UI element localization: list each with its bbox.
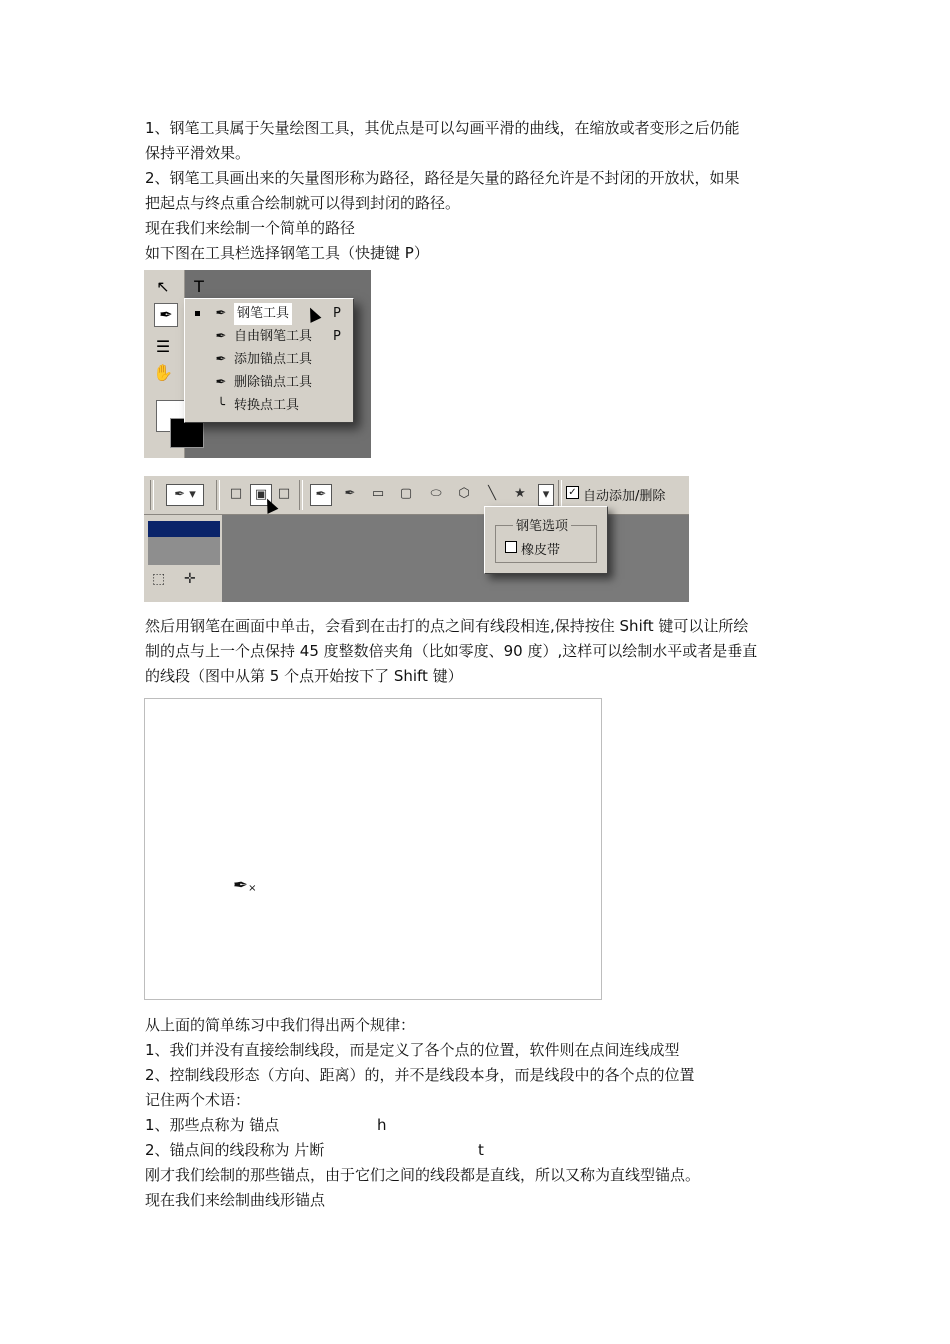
term-2-suffix: t [478, 1141, 484, 1159]
rule-1: 1、我们并没有直接绘制线段，而是定义了各个点的位置，软件则在点间连线成型 [145, 1041, 680, 1059]
figure-drawing-canvas[interactable] [144, 698, 602, 1000]
figure-options-bar [144, 476, 689, 602]
geometry-options-dropdown-icon[interactable]: ▾ [538, 484, 554, 506]
rule-2: 2、控制线段形态（方向、距离）的，并不是线段本身，而是线段中的各个点的位置 [145, 1066, 695, 1084]
notes-tool-icon[interactable]: ☰ [155, 337, 171, 356]
pen-cursor-icon: ✒× [233, 875, 257, 896]
rounded-rectangle-tool-icon[interactable]: ▢ [399, 486, 413, 501]
para-6: 刚才我们绘制的那些锚点，由于它们之间的线段都是直线，所以又称为直线型锚点。 [145, 1166, 701, 1184]
move-tool-icon[interactable]: ✛ [184, 571, 196, 587]
line-tool-icon[interactable]: ╲ [488, 486, 496, 501]
convert-point-icon: ╰ [217, 398, 225, 413]
para-5-line-2: 制的点与上一个点保持 45 度整数倍夹角（比如零度、90 度）,这样可以绘制水平或者是垂直 [145, 642, 758, 660]
hand-tool-icon[interactable]: ✋ [153, 363, 173, 382]
bar-separator [216, 480, 220, 510]
marquee-tool-icon[interactable]: ⬚ [152, 571, 166, 587]
pen-tool-icon[interactable]: ✒ [154, 303, 178, 327]
menu-item-delete-anchor-tool[interactable] [185, 372, 353, 394]
para-4: 如下图在工具栏选择钢笔工具（快捷键 P） [145, 244, 429, 262]
bar-separator [150, 480, 154, 510]
delete-anchor-icon: ✒ [215, 375, 227, 390]
shape-layers-icon[interactable]: □ [229, 486, 243, 501]
toolbox-strip [144, 270, 204, 458]
add-anchor-icon: ✒ [215, 352, 227, 367]
para-1-line-1: 1、钢笔工具属于矢量绘图工具，其优点是可以勾画平滑的曲线，在缩放或者变形之后仍能 [145, 119, 740, 137]
type-tool-icon[interactable]: T [194, 277, 204, 296]
terms-heading: 记住两个术语： [145, 1091, 251, 1109]
menu-item-label: 钢笔工具 [234, 303, 292, 325]
para-3: 现在我们来绘制一个简单的路径 [145, 219, 356, 237]
navigator-thumbnail [148, 537, 220, 565]
figure-pen-tool-menu [144, 270, 371, 458]
navigator-title-bar [148, 521, 220, 537]
rectangle-tool-icon[interactable]: ▭ [371, 486, 385, 501]
term-1 [145, 1113, 387, 1138]
polygon-tool-icon[interactable]: ⬡ [458, 486, 470, 501]
pen-icon: ✒ [215, 306, 227, 321]
para-1-line-2: 保持平滑效果。 [145, 144, 251, 162]
menu-item-label: 转换点工具 [234, 398, 300, 413]
freeform-pen-mode-icon[interactable]: ✒ [344, 486, 356, 501]
ellipse-tool-icon[interactable]: ⬭ [430, 486, 442, 501]
term-2-text: 2、锚点间的线段称为 片断 [145, 1141, 325, 1159]
para-2-line-1: 2、钢笔工具画出来的矢量图形称为路径，路径是矢量的路径允许是不封闭的开放状，如果 [145, 169, 740, 187]
para-2-line-2: 把起点与终点重合绘制就可以得到封闭的路径。 [145, 194, 461, 212]
tool-preset-pen-icon[interactable]: ✒ ▾ [166, 484, 204, 506]
menu-item-label: 删除锚点工具 [234, 375, 313, 390]
auto-add-delete-checkbox[interactable]: ✓ [566, 486, 579, 499]
pen-options-popup [484, 506, 608, 574]
freeform-pen-icon: ✒ [215, 329, 227, 344]
rubber-band-checkbox[interactable] [505, 541, 517, 553]
pen-tool-flyout-menu [184, 298, 354, 423]
menu-item-pen-tool[interactable] [185, 303, 353, 325]
custom-shape-tool-icon[interactable]: ★ [514, 486, 526, 501]
paths-mode-icon[interactable]: ▣ [250, 484, 272, 506]
bar-separator [299, 480, 303, 510]
menu-item-add-anchor-tool[interactable] [185, 349, 353, 371]
menu-item-convert-point-tool[interactable] [185, 395, 353, 417]
selected-bullet-icon [195, 311, 200, 316]
para-7: 现在我们来绘制曲线形锚点 [145, 1191, 326, 1209]
term-1-text: 1、那些点称为 锚点 [145, 1116, 280, 1134]
menu-item-label: 自由钢笔工具 [234, 329, 313, 344]
fill-pixels-icon[interactable]: □ [277, 486, 291, 501]
pen-mode-icon[interactable]: ✒ [310, 484, 332, 506]
para-5-line-1: 然后用钢笔在画面中单击，会看到在击打的点之间有线段相连,保持按住 Shift 键可以让所绘 [145, 617, 749, 635]
pen-options-title: 钢笔选项 [513, 515, 571, 534]
rules-heading: 从上面的简单练习中我们得出两个规律： [145, 1016, 416, 1034]
navigator-panel [144, 515, 222, 602]
para-5-line-3: 的线段（图中从第 5 个点开始按下了 Shift 键） [145, 667, 463, 685]
term-2 [145, 1138, 484, 1163]
menu-item-label: 添加锚点工具 [234, 352, 313, 367]
rubber-band-label: 橡皮带 [521, 543, 561, 558]
term-1-suffix: h [377, 1116, 387, 1134]
menu-item-shortcut: P [333, 329, 341, 344]
menu-item-freeform-pen-tool[interactable] [185, 326, 353, 348]
menu-item-shortcut: P [333, 306, 341, 321]
move-tool-icon[interactable]: ↖ [156, 277, 170, 296]
auto-add-delete-label: 自动添加/删除 [583, 489, 666, 504]
